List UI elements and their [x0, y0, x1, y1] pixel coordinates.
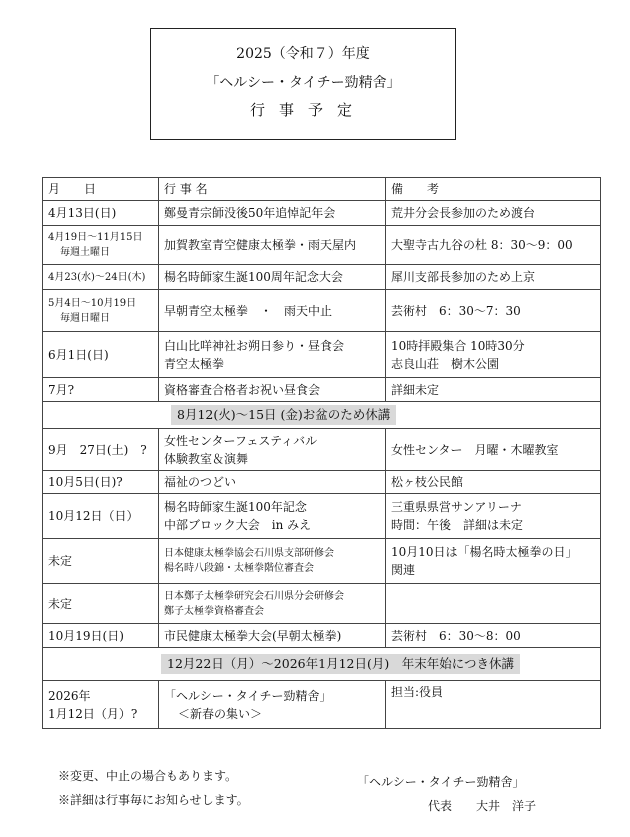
- row-date: 4月23(水)〜24日(木): [43, 265, 159, 290]
- row-event: 市民健康太極拳大会(早朝太極拳): [159, 624, 386, 648]
- header-date: 月 日: [43, 178, 159, 201]
- title-organization: 「ヘルシー・タイチー勁精舍」: [205, 75, 401, 91]
- table-row: [43, 332, 601, 378]
- header-event: 行 事 名: [159, 178, 386, 201]
- row-event: 女性センターフェスティバル 体験教室＆演舞: [159, 429, 386, 471]
- row-note: 三重県県営サンアリーナ 時間：午後 詳細は未定: [386, 494, 601, 539]
- closure-band-row: [43, 402, 601, 429]
- footer-representative: 代表 大井 洋子: [428, 799, 537, 813]
- table-row: [43, 624, 601, 648]
- row-note: 大聖寺古九谷の杜 8：30〜9：00: [386, 226, 601, 265]
- row-event: 楊名時師家生誕100周年記念大会: [159, 265, 386, 290]
- row-date: 未定: [43, 539, 159, 584]
- row-note: [386, 584, 601, 624]
- header-note: 備 考: [386, 178, 601, 201]
- table-row: [43, 471, 601, 494]
- row-date: 4月19日〜11月15日 毎週土曜日: [43, 226, 159, 265]
- obon-closure-notice: 8月12(火)〜15日 (金)お盆のため休講: [171, 405, 396, 425]
- row-event: 白山比咩神社お朔日参り・昼食会 青空太極拳: [159, 332, 386, 378]
- footer-note-change: ※変更、中止の場合もあります。: [58, 769, 238, 783]
- closure-band: [43, 648, 601, 681]
- title-box: [150, 28, 456, 140]
- row-note: 女性センター 月曜・木曜教室: [386, 429, 601, 471]
- row-event: 資格審査合格者お祝い昼食会: [159, 378, 386, 402]
- row-event: 「ヘルシー・タイチー勁精舍」 ＜新春の集い＞: [159, 681, 386, 729]
- footer-note-details: ※詳細は行事毎にお知らせします。: [58, 793, 249, 807]
- table-row: [43, 378, 601, 402]
- new-year-closure-notice: 12月22日（月）〜2026年1月12日(月) 年末年始につき休講: [161, 654, 520, 674]
- row-date: 5月4日〜10月19日 毎週日曜日: [43, 290, 159, 332]
- title-year: 2025（令和７）年度: [236, 46, 370, 62]
- table-row: [43, 429, 601, 471]
- row-date: 7月?: [43, 378, 159, 402]
- row-note: 10時拝殿集合 10時30分 志良山荘 樹木公園: [386, 332, 601, 378]
- table-header-row: [43, 178, 601, 201]
- row-date: 10月19日(日): [43, 624, 159, 648]
- row-note: 詳細未定: [386, 378, 601, 402]
- row-event: 日本健康太極拳協会石川県支部研修会 楊名時八段錦・太極拳階位審査会: [159, 539, 386, 584]
- table-row: [43, 539, 601, 584]
- table-row: [43, 681, 601, 729]
- row-date: 10月12日（日）: [43, 494, 159, 539]
- row-event: 早朝青空太極拳 ・ 雨天中止: [159, 290, 386, 332]
- table-row: [43, 584, 601, 624]
- row-date: 10月5日(日)?: [43, 471, 159, 494]
- table-row: [43, 226, 601, 265]
- table-row: [43, 290, 601, 332]
- row-date: 未定: [43, 584, 159, 624]
- row-note: 芸術村 6：30〜8：00: [386, 624, 601, 648]
- table-row: [43, 494, 601, 539]
- row-event: 日本鄭子太極拳研究会石川県分会研修会 鄭子太極拳資格審査会: [159, 584, 386, 624]
- row-event: 加賀教室青空健康太極拳・雨天屋内: [159, 226, 386, 265]
- table-row: [43, 265, 601, 290]
- table-row: [43, 201, 601, 226]
- schedule-table: [42, 177, 601, 729]
- row-date: 9月 27日(土) ?: [43, 429, 159, 471]
- row-note: 芸術村 6：30〜7：30: [386, 290, 601, 332]
- footer-organization: 「ヘルシー・タイチー勁精舍」: [357, 775, 525, 789]
- row-date: 4月13日(日): [43, 201, 159, 226]
- row-event: 福祉のつどい: [159, 471, 386, 494]
- closure-band-row: [43, 648, 601, 681]
- row-note: 松ヶ枝公民館: [386, 471, 601, 494]
- row-note: 荒井分会長参加のため渡台: [386, 201, 601, 226]
- row-date: 6月1日(日): [43, 332, 159, 378]
- row-event: 鄭曼青宗師没後50年追悼記年会: [159, 201, 386, 226]
- row-note: 犀川支部長参加のため上京: [386, 265, 601, 290]
- row-date: 2026年 1月12日（月）?: [43, 681, 159, 729]
- title-heading: 行事予定: [249, 101, 366, 119]
- row-event: 楊名時師家生誕100年記念 中部ブロック大会 in みえ: [159, 494, 386, 539]
- row-note: 10月10日は「楊名時太極拳の日」 関連: [386, 539, 601, 584]
- row-note: 担当:役員: [386, 681, 601, 729]
- closure-band: [43, 402, 601, 429]
